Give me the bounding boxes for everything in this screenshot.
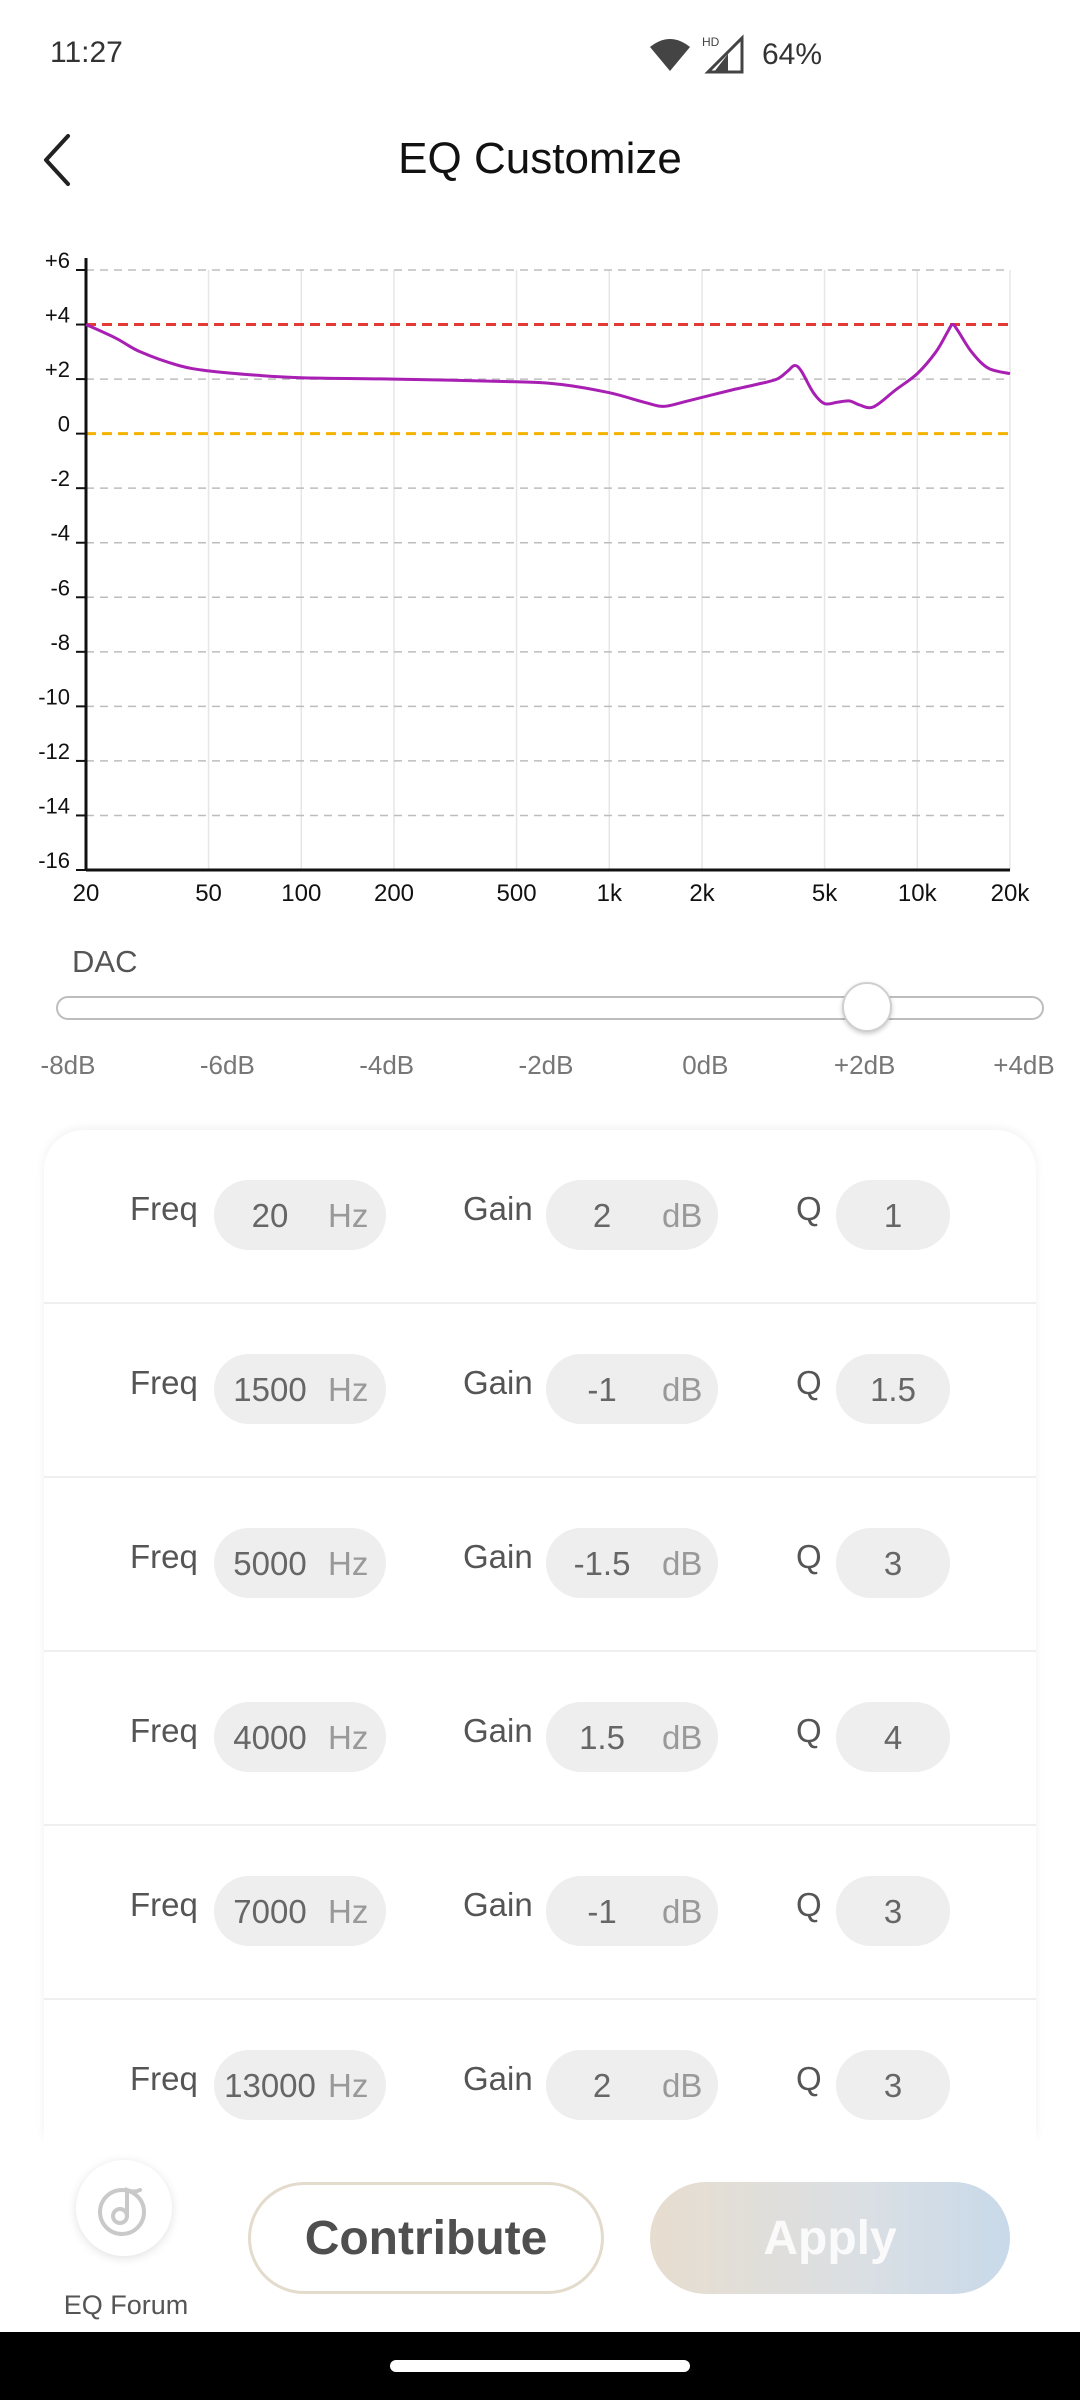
y-tick-label: -12 xyxy=(38,738,70,764)
freq-input[interactable] xyxy=(214,1876,386,1946)
hz-unit: Hz xyxy=(328,1893,369,1930)
band-row xyxy=(44,1826,1036,2000)
q-value: 3 xyxy=(883,1545,903,1582)
gain-value: 2 xyxy=(592,2067,612,2104)
q-label: Q xyxy=(796,1538,822,1575)
gain-input[interactable] xyxy=(546,1702,718,1772)
x-tick-label: 200 xyxy=(373,880,415,907)
dac-tick-label: -4dB xyxy=(359,1050,415,1080)
gain-label: Gain xyxy=(463,1538,533,1575)
db-unit: dB xyxy=(662,1719,703,1756)
system-navigation-bar xyxy=(0,2332,1080,2400)
freq-input[interactable] xyxy=(214,1702,386,1772)
q-label: Q xyxy=(796,2060,822,2097)
gain-label: Gain xyxy=(463,2060,533,2097)
apply-button[interactable]: Apply xyxy=(650,2182,1010,2294)
hd-label: HD xyxy=(702,35,720,49)
db-unit: dB xyxy=(662,1545,703,1582)
status-icons xyxy=(648,30,822,80)
gain-value: -1 xyxy=(587,1893,617,1930)
eq-response-curve xyxy=(86,324,1010,407)
forum-icon-circle xyxy=(76,2160,172,2256)
freq-input[interactable] xyxy=(214,1354,386,1424)
gain-input[interactable] xyxy=(546,2050,718,2120)
y-tick-label: -14 xyxy=(38,793,70,819)
q-value: 1 xyxy=(883,1197,903,1234)
dac-tick-label: +2dB xyxy=(833,1050,896,1080)
q-label: Q xyxy=(796,1886,822,1923)
freq-value: 1500 xyxy=(233,1371,307,1408)
battery-level: 64% xyxy=(762,38,823,71)
freq-input[interactable] xyxy=(214,1528,386,1598)
x-tick-label: 5k xyxy=(811,880,838,907)
x-tick-label: 20 xyxy=(72,880,100,907)
wifi-icon xyxy=(648,35,692,75)
x-tick-label: 1k xyxy=(596,880,622,907)
gain-input[interactable] xyxy=(546,1876,718,1946)
band-row xyxy=(44,2000,1036,2140)
freq-label: Freq xyxy=(130,2060,198,2097)
y-tick-label: -6 xyxy=(50,575,70,601)
gain-label: Gain xyxy=(463,1190,533,1227)
db-unit: dB xyxy=(662,1893,703,1930)
x-tick-label: 10k xyxy=(897,880,937,907)
band-row xyxy=(44,1304,1036,1478)
q-input[interactable] xyxy=(836,1702,950,1772)
gain-label: Gain xyxy=(463,1712,533,1749)
signal-icon xyxy=(702,34,744,76)
dac-tick-label: 0dB xyxy=(682,1050,729,1080)
home-gesture-handle[interactable] xyxy=(390,2360,690,2372)
status-bar xyxy=(0,0,1080,110)
page-title: EQ Customize xyxy=(398,134,682,183)
y-tick-label: -4 xyxy=(50,520,70,546)
dac-label: DAC xyxy=(72,944,138,979)
x-tick-label: 500 xyxy=(496,880,537,907)
gain-value: 1.5 xyxy=(579,1719,625,1756)
x-tick-label: 20k xyxy=(990,880,1030,907)
freq-input[interactable] xyxy=(214,2050,386,2120)
freq-value: 7000 xyxy=(233,1893,307,1930)
eq-forum-label: EQ Forum xyxy=(63,2290,189,2320)
q-value: 4 xyxy=(883,1719,903,1756)
contribute-button[interactable]: Contribute xyxy=(248,2182,604,2294)
freq-label: Freq xyxy=(130,1886,198,1923)
hz-unit: Hz xyxy=(328,1719,369,1756)
dac-slider-track[interactable] xyxy=(56,996,1044,1020)
y-tick-label: +4 xyxy=(44,302,70,328)
gain-value: -1 xyxy=(587,1371,617,1408)
bottom-action-bar xyxy=(0,2140,1080,2332)
freq-value: 13000 xyxy=(224,2067,316,2104)
gain-value: -1.5 xyxy=(573,1545,631,1582)
q-value: 3 xyxy=(883,1893,903,1930)
q-label: Q xyxy=(796,1364,822,1401)
dac-tick-label: +4dB xyxy=(993,1050,1055,1080)
freq-label: Freq xyxy=(130,1364,198,1401)
freq-value: 5000 xyxy=(233,1545,307,1582)
y-tick-label: -10 xyxy=(38,684,70,710)
dac-tick-label: -2dB xyxy=(518,1050,574,1080)
gain-input[interactable] xyxy=(546,1180,718,1250)
freq-value: 20 xyxy=(251,1197,289,1234)
q-label: Q xyxy=(796,1190,822,1227)
eq-curve-chart xyxy=(0,230,1080,920)
db-unit: dB xyxy=(662,2067,703,2104)
dac-tick-label: -6dB xyxy=(199,1050,255,1080)
x-tick-label: 100 xyxy=(281,880,322,907)
hz-unit: Hz xyxy=(328,1545,369,1582)
header xyxy=(0,110,1080,210)
freq-label: Freq xyxy=(130,1538,198,1575)
db-unit: dB xyxy=(662,1371,703,1408)
band-row xyxy=(44,1652,1036,1826)
music-note-icon xyxy=(76,2160,172,2256)
dac-slider-section xyxy=(0,930,1080,1090)
gain-input[interactable] xyxy=(546,1354,718,1424)
hz-unit: Hz xyxy=(328,2067,369,2104)
y-tick-label: +6 xyxy=(44,248,70,273)
dac-slider-thumb[interactable] xyxy=(842,982,892,1032)
y-tick-label: -16 xyxy=(38,848,70,873)
y-tick-label: +2 xyxy=(44,357,70,383)
gain-value: 2 xyxy=(592,1197,612,1234)
eq-chart-svg xyxy=(0,230,1080,920)
gain-label: Gain xyxy=(463,1364,533,1401)
q-input[interactable] xyxy=(836,1354,950,1424)
q-input[interactable] xyxy=(836,1528,950,1598)
x-tick-label: 50 xyxy=(195,880,222,907)
db-unit: dB xyxy=(662,1197,703,1234)
band-row xyxy=(44,1130,1036,1304)
hz-unit: Hz xyxy=(328,1197,369,1234)
eq-forum-button[interactable] xyxy=(50,2152,202,2322)
q-input[interactable] xyxy=(836,1876,950,1946)
freq-value: 4000 xyxy=(233,1719,307,1756)
y-tick-label: 0 xyxy=(57,411,70,437)
status-time: 11:27 xyxy=(50,36,123,69)
q-label: Q xyxy=(796,1712,822,1749)
q-input[interactable] xyxy=(836,2050,950,2120)
freq-label: Freq xyxy=(130,1712,198,1749)
freq-input[interactable] xyxy=(214,1180,386,1250)
q-input[interactable] xyxy=(836,1180,950,1250)
q-value: 1.5 xyxy=(870,1371,916,1408)
band-parameters-card xyxy=(44,1130,1036,2140)
y-tick-label: -2 xyxy=(50,466,70,492)
dac-tick-label: -8dB xyxy=(40,1050,96,1080)
band-row xyxy=(44,1478,1036,1652)
y-tick-label: -8 xyxy=(50,629,70,655)
hz-unit: Hz xyxy=(328,1371,369,1408)
x-tick-label: 2k xyxy=(689,880,715,907)
gain-label: Gain xyxy=(463,1886,533,1923)
freq-label: Freq xyxy=(130,1190,198,1227)
gain-input[interactable] xyxy=(546,1528,718,1598)
q-value: 3 xyxy=(883,2067,903,2104)
